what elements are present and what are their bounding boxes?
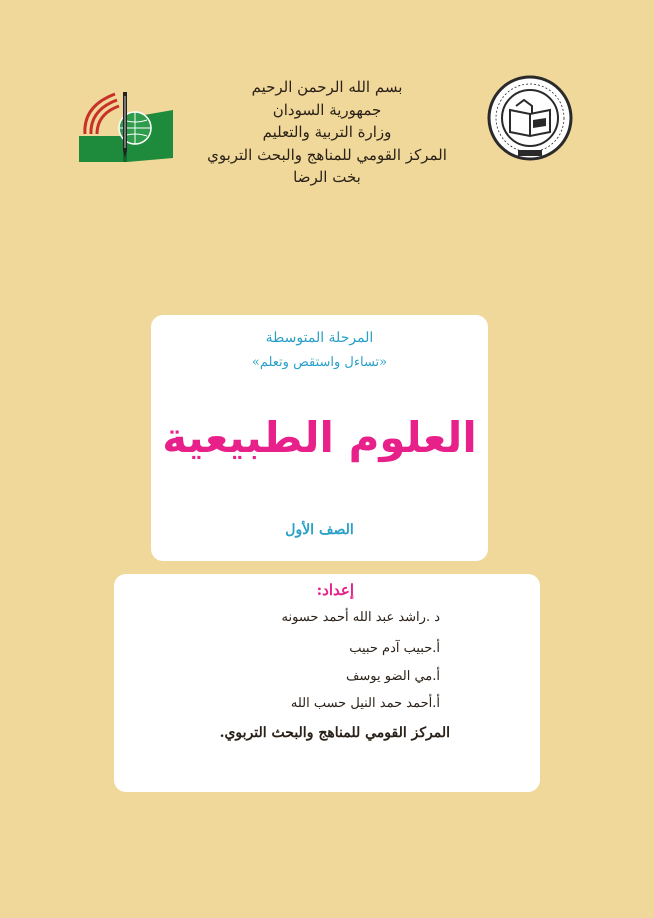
subject-title: العلوم الطبيعية (162, 413, 477, 462)
header-block (150, 76, 504, 189)
publisher-line: المركز القومي للمناهج والبحث التربوي. (219, 725, 450, 741)
stage-label: المرحلة المتوسطة (265, 330, 374, 346)
prepared-by-heading: إعداد: (316, 581, 354, 599)
author-name: د .راشد عبد الله أحمد حسونه (281, 610, 440, 625)
authors-card (114, 574, 540, 792)
author-name: أ.حبيب آدم حبيب (349, 641, 440, 656)
grade-label: الصف الأول (285, 522, 354, 538)
ministry-name: وزارة التربية والتعليم (262, 123, 392, 141)
slogan: «تساءل واستقص وتعلم» (251, 355, 388, 370)
basmala: بسم الله الرحمن الرحيم (251, 78, 403, 96)
author-name: أ.مي الضو يوسف (345, 669, 440, 684)
author-name: أ.أحمد حمد النيل حسب الله (290, 696, 440, 711)
title-card (151, 315, 488, 561)
country-name: جمهورية السودان (272, 100, 382, 119)
location-name: بخت الرضا (293, 168, 361, 186)
center-name: المركز القومي للمناهج والبحث التربوي (207, 145, 447, 164)
